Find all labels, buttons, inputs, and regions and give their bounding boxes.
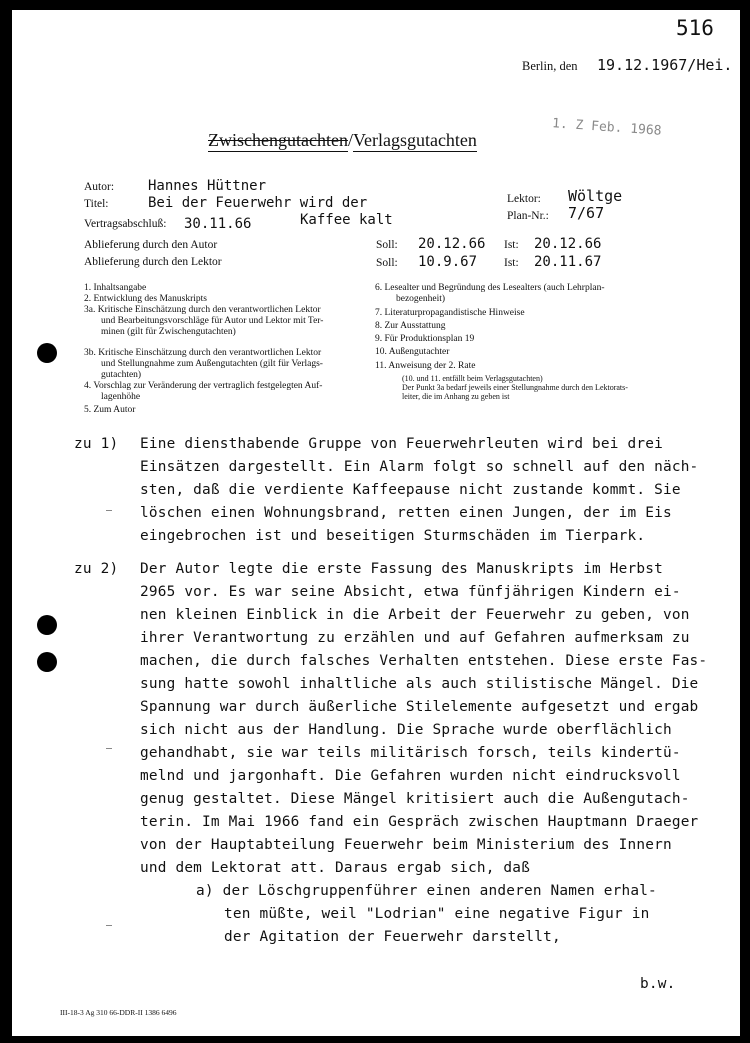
section-1-line: eingebrochen ist und beseitigen Sturmschäden im Tierpark.	[140, 528, 646, 544]
titel-label: Titel:	[84, 198, 109, 210]
checklist-left-3b: 3b. Kritische Einschätzung durch den verantwortlichen Lektor	[84, 348, 322, 358]
titel-value-1: Bei der Feuerwehr wird der	[148, 195, 368, 211]
page-number: 516	[676, 16, 714, 40]
checklist-right-9: 9. Für Produktionsplan 19	[375, 334, 475, 344]
punch-hole	[37, 615, 57, 635]
place-label: Berlin, den	[522, 59, 578, 73]
checklist-left-2: 2. Entwicklung des Manuskripts	[84, 294, 207, 304]
section-2-sub-line: ten müßte, weil "Lodrian" eine negative Figur in	[224, 906, 650, 922]
margin-mark	[106, 925, 112, 926]
section-2-line: gehandhabt, sie war teils militärisch forsch, teils kindertü-	[140, 745, 681, 761]
checklist-right-11: 11. Anweisung der 2. Rate	[375, 361, 476, 371]
section-2-line: genug gestaltet. Diese Mängel kritisiert auch die Außengutach-	[140, 791, 690, 807]
soll-lektor-value: 10.9.67	[418, 254, 478, 270]
checklist-left-3b-cont2: gutachten)	[101, 370, 142, 380]
ist-lektor-value: 20.11.67	[534, 254, 602, 270]
title-main: Verlagsgutachten	[352, 130, 477, 150]
margin-mark	[106, 748, 112, 749]
checklist-left-4: 4. Vorschlag zur Veränderung der vertraglich festgelegten Auf-	[84, 381, 323, 391]
plan-label: Plan-Nr.:	[507, 210, 549, 222]
soll-autor-value: 20.12.66	[418, 236, 486, 252]
document-page	[12, 10, 740, 1036]
checklist-right-6-cont: bezogenheit)	[396, 294, 446, 304]
checklist-left-3a: 3a. Kritische Einschätzung durch den verantwortlichen Lektor	[84, 305, 321, 315]
checklist-left-5: 5. Zum Autor	[84, 405, 136, 415]
checklist-left-3a-cont1: und Bearbeitungsvorschläge für Autor und Lektor mit Ter-	[101, 316, 324, 326]
titel-value-2: Kaffee kalt	[300, 212, 393, 228]
section-2-line: machen, die durch falsches Verhalten entstehen. Diese erste Fas-	[140, 653, 708, 669]
autor-label: Autor:	[84, 181, 115, 193]
section-2-line: 2965 vor. Es war seine Absicht, etwa fünfjährigen Kindern ei-	[140, 584, 681, 600]
section-2-line: sich nicht aus der Handlung. Die Sprache wurde oberflächlich	[140, 722, 672, 738]
section-1-line: löschen einen Wohnungsbrand, retten einen Jungen, der im Eis	[140, 505, 672, 521]
received-stamp: 1. Z Feb. 1968	[551, 116, 662, 139]
title-separator: /	[347, 130, 353, 150]
checklist-note-1: (10. und 11. entfällt beim Verlagsgutachten)	[402, 374, 543, 383]
punch-hole	[37, 343, 57, 363]
lektor-value: Wöltge	[568, 187, 623, 205]
continued-mark: b.w.	[640, 976, 676, 992]
checklist-left-4-cont: lagenhöhe	[101, 392, 141, 402]
checklist-right-7: 7. Literaturpropagandistische Hinweise	[375, 308, 525, 318]
soll-label-lektor: Soll:	[376, 257, 398, 269]
document-title	[208, 130, 477, 151]
ablieferung-lektor-label: Ablieferung durch den Lektor	[84, 256, 222, 268]
vertrag-label: Vertragsabschluß:	[84, 218, 167, 230]
checklist-right-10: 10. Außengutachter	[375, 347, 450, 357]
ist-label-autor: Ist:	[504, 239, 519, 251]
checklist-left-3b-cont1: und Stellungnahme zum Außengutachten (gilt für Verlags-	[101, 359, 323, 369]
section-2-line: sung hatte sowohl inhaltliche als auch stilistische Mängel. Die	[140, 676, 699, 692]
section-1-line: Einsätzen dargestellt. Ein Alarm folgt so schnell auf den näch-	[140, 459, 699, 475]
margin-mark	[106, 510, 112, 511]
section-2-line: ihrer Verantwortung zu erzählen und auf Gefahren aufmerksam zu	[140, 630, 690, 646]
ist-label-lektor: Ist:	[504, 257, 519, 269]
section-2-label: zu 2)	[74, 561, 119, 577]
section-2-line: und dem Lektorat att. Daraus ergab sich, daß	[140, 860, 531, 876]
ablieferung-autor-label: Ablieferung durch den Autor	[84, 239, 218, 251]
section-2-line: terin. Im Mai 1966 fand ein Gespräch zwischen Hauptmann Draeger	[140, 814, 699, 830]
checklist-left-3a-cont2: minen (gilt für Zwischengutachten)	[101, 327, 236, 337]
section-2-line: nen kleinen Einblick in die Arbeit der Feuerwehr zu geben, von	[140, 607, 690, 623]
checklist-right-6: 6. Lesealter und Begründung des Lesealters (auch Lehrplan-	[375, 283, 605, 293]
lektor-label: Lektor:	[507, 193, 541, 205]
checklist-note-3: leiter, die im Anhang zu geben ist	[402, 392, 510, 401]
vertrag-value: 30.11.66	[184, 216, 252, 232]
ist-autor-value: 20.12.66	[534, 236, 602, 252]
section-1-label: zu 1)	[74, 436, 119, 452]
section-2-sub-line: der Agitation der Feuerwehr darstellt,	[224, 929, 561, 945]
section-1-line: Eine diensthabende Gruppe von Feuerwehrleuten wird bei drei	[140, 436, 663, 452]
soll-label-autor: Soll:	[376, 239, 398, 251]
section-2-line: melnd und jargonhaft. Die Gefahren wurden nicht eindrucksvoll	[140, 768, 681, 784]
section-2-line: Spannung war durch äußerliche Stilelemente aufgesetzt und ergab	[140, 699, 699, 715]
section-2-line: Der Autor legte die erste Fassung des Manuskripts im Herbst	[140, 561, 663, 577]
section-2-line: von der Hauptabteilung Feuerwehr beim Ministerium des Innern	[140, 837, 672, 853]
punch-hole	[37, 652, 57, 672]
checklist-left-1: 1. Inhaltsangabe	[84, 283, 147, 293]
section-1-line: sten, daß die verdiente Kaffeepause nicht zustande kommt. Sie	[140, 482, 681, 498]
plan-value: 7/67	[568, 204, 605, 222]
checklist-right-8: 8. Zur Ausstattung	[375, 321, 446, 331]
title-struck: Zwischengutachten	[208, 130, 348, 150]
checklist-note-2: Der Punkt 3a bedarf jeweils einer Stellungnahme durch den Lektorats-	[402, 383, 628, 392]
section-2-sub-line: a) der Löschgruppenführer einen anderen Namen erhal-	[196, 883, 657, 899]
autor-value: Hannes Hüttner	[148, 178, 267, 194]
date-reference: 19.12.1967/Hei.	[597, 56, 733, 74]
footer-code: III-18-3 Ag 310 66-DDR-II 1386 6496	[60, 1008, 177, 1017]
